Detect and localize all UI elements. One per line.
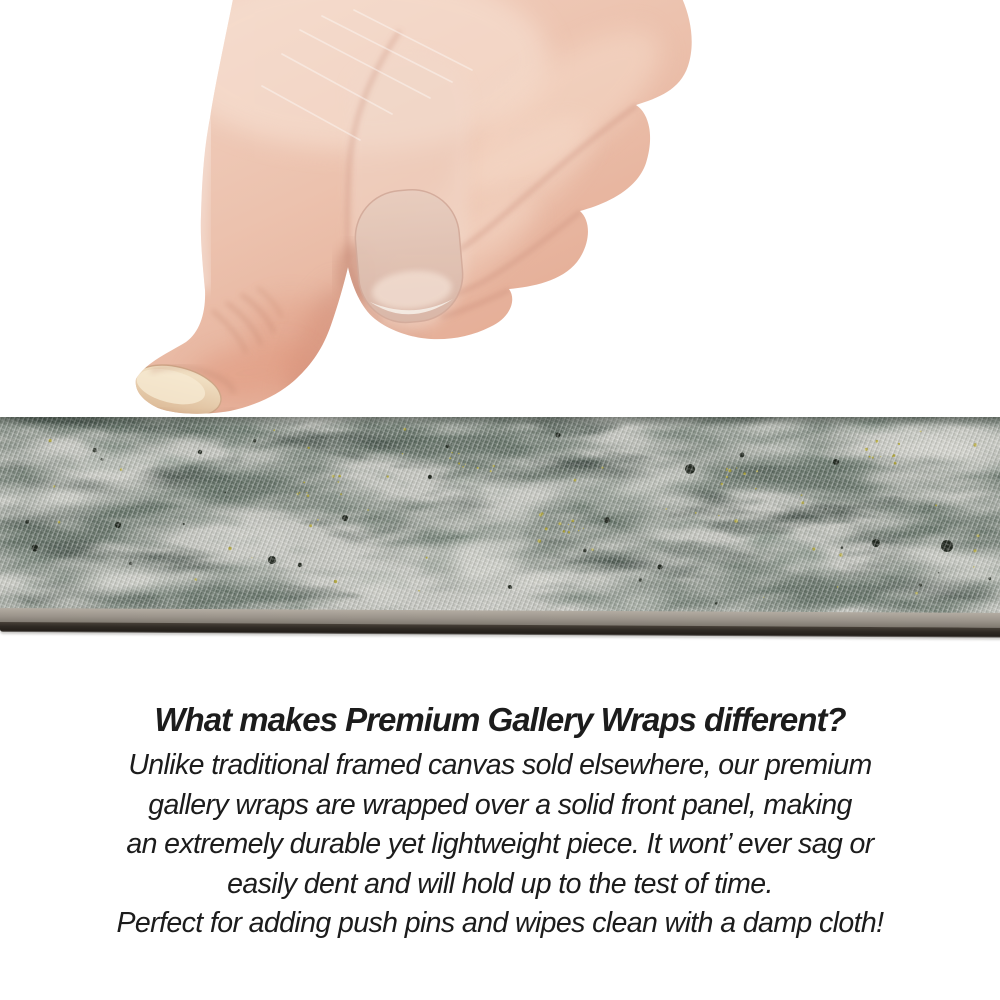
caption-line: Perfect for adding push pins and wipes clean with a damp cloth! — [116, 907, 884, 939]
index-fingernail — [351, 186, 466, 327]
caption-line: Unlike traditional framed canvas sold elsewhere, our premium — [128, 749, 872, 781]
caption-line: an extremely durable yet lightweight piece. It wont’ ever sag or — [126, 828, 874, 860]
caption-line: gallery wraps are wrapped over a solid front panel, making — [148, 788, 852, 821]
caption-line: easily dent and will hold up to the test of time. — [227, 867, 773, 900]
hand-image — [0, 0, 1000, 420]
canvas-texture — [0, 417, 1000, 613]
caption-body — [0, 746, 1000, 944]
canvas-edge-band — [0, 417, 1000, 647]
caption-block — [0, 701, 1000, 944]
fist-with-thumb-down — [126, 0, 692, 420]
caption-heading: What makes Premium Gallery Wraps different? — [154, 701, 846, 738]
canvas-top-shadow — [0, 417, 1000, 427]
